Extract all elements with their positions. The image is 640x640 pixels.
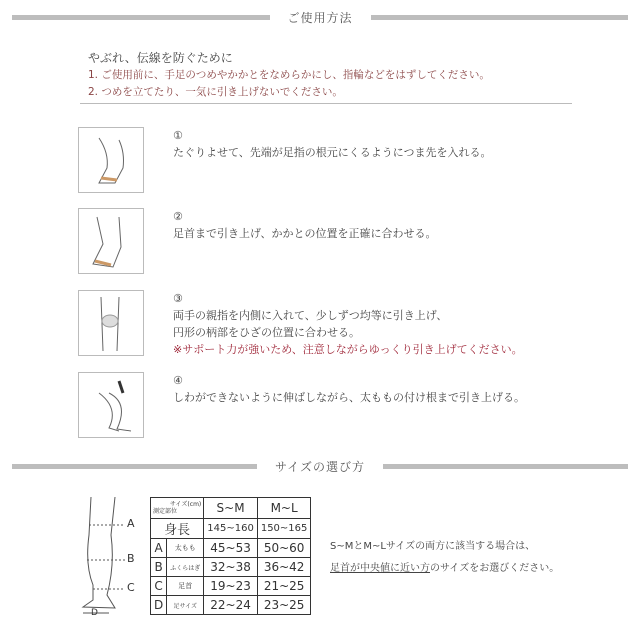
caution-item: 2. つめを立てたり、一気に引き上げないでください。 (88, 86, 343, 98)
step-text: 足首まで引き上げ、かかとの位置を正確に合わせる。 (173, 227, 437, 240)
step-3-illustration (78, 290, 144, 356)
cell: 32~38 (204, 558, 258, 577)
cell: 150~165 (257, 519, 311, 539)
cell: 50~60 (257, 539, 311, 558)
note-line: S~MとM~Lサイズの両方に該当する場合は、 (330, 541, 536, 552)
section-header-usage (12, 10, 628, 24)
height-label: 身長 (151, 519, 204, 539)
step-text: 円形の柄部をひざの位置に合わせる。 (173, 326, 360, 339)
size-table (150, 497, 311, 615)
label-a: A (127, 517, 135, 530)
step-warning: ※サポート力が強いため、注意しながらゆっくり引き上げてください。 (173, 343, 523, 356)
leg-diagram (75, 495, 145, 620)
row-part: 足首 (167, 577, 204, 596)
row-letter: C (151, 577, 167, 596)
step-number: ④ (173, 374, 183, 387)
step-4 (173, 372, 525, 406)
row-part: ふくらはぎ (167, 558, 204, 577)
col-header: S~M (204, 498, 258, 519)
cell: 22~24 (204, 596, 258, 615)
corner-part: 測定部位 (153, 508, 178, 515)
step-number: ③ (173, 292, 183, 305)
label-b: B (127, 552, 135, 565)
label-c: C (127, 581, 135, 594)
step-4-illustration (78, 372, 144, 438)
cell: 45~53 (204, 539, 258, 558)
caution-item: 1. ご使用前に、手足のつめやかかとをなめらかにし、指輪などをはずしてください。 (88, 69, 490, 81)
row-letter: D (151, 596, 167, 615)
step-3 (173, 290, 523, 358)
step-text: たぐりよせて、先端が足指の根元にくるようにつま先を入れる。 (173, 146, 492, 159)
cell: 21~25 (257, 577, 311, 596)
step-1 (173, 127, 492, 161)
step-2-illustration (78, 208, 144, 274)
note-emphasis: 足首が中央値に近い方 (330, 563, 430, 574)
row-part: 足サイズ (167, 596, 204, 615)
row-letter: B (151, 558, 167, 577)
cell: 19~23 (204, 577, 258, 596)
corner-size: サイズ(cm) (169, 501, 202, 508)
note-text: のサイズをお選びください。 (430, 563, 560, 574)
section-title: サイズの選び方 (274, 459, 366, 474)
step-number: ① (173, 129, 183, 142)
divider (80, 103, 572, 104)
cell: 145~160 (204, 519, 258, 539)
intro-heading: やぶれ、伝線を防ぐために (88, 51, 233, 65)
cell: 23~25 (257, 596, 311, 615)
note-line (330, 559, 559, 574)
step-text: 両手の親指を内側に入れて、少しずつ均等に引き上げ、 (173, 309, 448, 322)
label-d: D (91, 608, 98, 618)
row-part: 太もも (167, 539, 204, 558)
step-number: ② (173, 210, 183, 223)
step-2 (173, 208, 437, 242)
section-title: ご使用方法 (287, 10, 353, 25)
step-1-illustration (78, 127, 144, 193)
section-header-size (12, 459, 628, 473)
step-text: しわができないように伸ばしながら、太ももの付け根まで引き上げる。 (173, 391, 525, 404)
cell: 36~42 (257, 558, 311, 577)
col-header: M~L (257, 498, 311, 519)
row-letter: A (151, 539, 167, 558)
